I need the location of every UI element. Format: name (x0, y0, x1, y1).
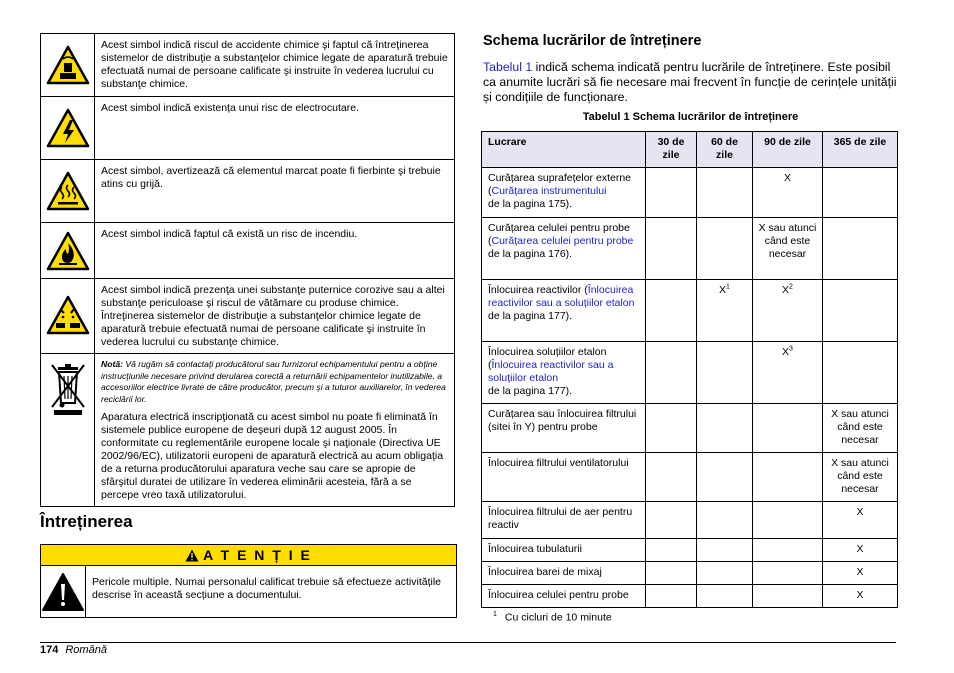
footnote-ref: 3 (789, 345, 793, 353)
interval-cell (753, 453, 823, 502)
interval-cell (697, 168, 753, 218)
chemical-hazard-icon (46, 45, 90, 85)
interval-cell (646, 453, 697, 502)
interval-cell (646, 539, 697, 562)
interval-cell (697, 585, 753, 608)
symbol-description: Acest simbol indică riscul de accidente chimice şi faptul că întreţinerea sistemelor de distribuţie a substanţelor chimice legate de aparatură trebuie efectuată numai de persoane calificate şi instruite în vederea lucrului cu substanţe chimice. (95, 34, 455, 97)
interval-cell (697, 404, 753, 453)
maintenance-schedule-table (481, 131, 898, 608)
maintenance-intro: Tabelul 1 indică schema indicată pentru lucrările de întreținere. Este posibil ca anumite lucrări să fie necesare mai frecvent în funcție de cerințele unității și condițiile de funcționare. (483, 60, 897, 104)
table-row (482, 168, 898, 218)
task-cell: Curățarea celulei pentru probe (Curățarea celulei pentru probe de la pagina 176). (482, 218, 646, 280)
hazard-symbols-table (40, 33, 455, 507)
interval-cell (646, 342, 697, 404)
symbol-description: Acest simbol indică existența unui risc de electrocutare. (95, 97, 455, 160)
column-header: Lucrare (482, 132, 646, 168)
table-row (482, 404, 898, 453)
interval-cell (697, 342, 753, 404)
warning-header (41, 545, 456, 566)
task-cell: Curățarea sau înlocuirea filtrului (sitei în Y) pentru probe (482, 404, 646, 453)
interval-cell (697, 539, 753, 562)
interval-cell: $X^3$ (753, 342, 823, 404)
section-title: Întreținerea (40, 512, 133, 531)
interval-cell (753, 562, 823, 585)
interval-cell (823, 168, 898, 218)
cross-reference-link[interactable]: Curățarea instrumentului (491, 185, 607, 197)
symbol-description: Acest simbol indică faptul că există un risc de incendiu. (95, 223, 455, 279)
task-cell: Înlocuirea tubulaturii (482, 539, 646, 562)
footnote-ref: 1 (726, 283, 730, 291)
interval-cell: $X^1$ (697, 280, 753, 342)
page-number: 174 (40, 644, 59, 656)
footnote-ref: 2 (789, 283, 793, 291)
symbol-description: Acest simbol indică prezenţa unei substanţe puternice corozive sau a altei substanţe periculoase şi riscul de vătămare cu produse chimice. Întreţinerea sistemelor de distribuţie a substanţelor chimice legate de aparatură trebuie efectuată numai de persoane calificate şi instruite în vederea lucrului cu substanţe chimice. (95, 279, 455, 354)
interval-cell: $X^2$ (753, 280, 823, 342)
footnote: $^1$ Cu cicluri de 10 minute (493, 611, 612, 624)
cross-reference-link[interactable]: Înlocuirea reactivilor sau a soluțiilor etalon (488, 359, 614, 384)
table-row (482, 585, 898, 608)
table-row (482, 562, 898, 585)
interval-cell (646, 168, 697, 218)
maintenance-heading: Schema lucrărilor de întreținere (483, 33, 702, 49)
column-header: 90 de zile (753, 132, 823, 168)
column-header: 60 de zile (697, 132, 753, 168)
task-cell: Înlocuirea celulei pentru probe (482, 585, 646, 608)
interval-cell (646, 404, 697, 453)
warning-title: A T E N Ț I E (203, 547, 312, 563)
symbol-description: Aparatura electrică inscripţionată cu acest simbol nu poate fi eliminată în sistemele publice europene de deşeuri după 12 august 2005. În conformitate cu reglementările europene locale şi naţionale (Directiva UE 2002/96/EC), utilizatorii europeni de aparatură electrică au acum obligaţia de a returna producătorului aparatura veche sau care se apropie de sfârşitul duratei de utilizare în vederea eliminării acesteia, fără a se percepe vreo taxă utilizatorului. (101, 411, 444, 501)
task-cell: Înlocuirea reactivilor (Înlocuirea reactivilor sau a soluțiilor etalon de la pagina 177). (482, 280, 646, 342)
interval-cell: X (823, 585, 898, 608)
interval-cell: X (823, 539, 898, 562)
footer-divider (40, 642, 896, 643)
page-footer (40, 644, 107, 656)
hot-surface-icon (46, 171, 90, 211)
table-row (482, 218, 898, 280)
interval-cell (697, 218, 753, 280)
column-header: 365 de zile (823, 132, 898, 168)
task-cell: Curățarea suprafețelor externe (Curățarea instrumentului de la pagina 175). (482, 168, 646, 218)
crossed-bin-icon (48, 359, 88, 417)
interval-cell (753, 539, 823, 562)
task-cell: Înlocuirea filtrului ventilatorului (482, 453, 646, 502)
table-row (482, 539, 898, 562)
table-caption: Tabelul 1 Schema lucrărilor de întreținere (582, 111, 799, 123)
cross-reference-link[interactable]: Înlocuirea reactivilor sau a soluțiilor etalon (488, 284, 635, 309)
corrosive-hazard-icon (46, 295, 90, 335)
interval-cell (697, 502, 753, 539)
exclamation-icon (41, 572, 85, 612)
interval-cell (823, 342, 898, 404)
symbol-description: Acest simbol, avertizează că elementul marcat poate fi fierbinte şi trebuie atins cu grijă. (95, 160, 455, 223)
interval-cell (646, 562, 697, 585)
table-1-link[interactable]: Tabelul 1 (483, 60, 533, 74)
footer-language: Română (65, 644, 107, 656)
table-row (482, 453, 898, 502)
interval-cell (697, 453, 753, 502)
interval-cell (753, 502, 823, 539)
interval-cell (646, 585, 697, 608)
interval-cell (753, 404, 823, 453)
interval-cell (823, 280, 898, 342)
interval-cell (697, 562, 753, 585)
task-cell: Înlocuirea barei de mixaj (482, 562, 646, 585)
table-row (482, 502, 898, 539)
warning-box (40, 544, 457, 618)
interval-cell (646, 218, 697, 280)
interval-cell (823, 218, 898, 280)
interval-cell: X sau atunci când este necesar (823, 404, 898, 453)
column-header: 30 de zile (646, 132, 697, 168)
interval-cell: X (823, 502, 898, 539)
task-cell: Înlocuirea filtrului de aer pentru reactiv (482, 502, 646, 539)
interval-cell (753, 585, 823, 608)
table-row (482, 342, 898, 404)
warning-text: Pericole multiple. Numai personalul calificat trebuie să efectueze activitățile descrise în această secțiune a documentului. (92, 576, 442, 601)
recycling-note: Notă: Vă rugăm să contactaţi producătorul sau furnizorul echipamentului pentru a obţine instrucţiunile necesare privind derularea corectă a returnării echipamentelor inutilizabile, a accesoriilor electrice livrate de către producător, precum şi a tuturor auxiliarelor, în vederea reciclării lor. (101, 359, 446, 404)
table-row (482, 280, 898, 342)
interval-cell (646, 280, 697, 342)
fire-hazard-icon (46, 231, 90, 271)
interval-cell: X (753, 168, 823, 218)
interval-cell: X sau atunci când este necesar (823, 453, 898, 502)
interval-cell: X sau atunci când este necesar (753, 218, 823, 280)
interval-cell (646, 502, 697, 539)
cross-reference-link[interactable]: Curățarea celulei pentru probe (491, 235, 634, 247)
interval-cell: X (823, 562, 898, 585)
task-cell: Înlocuirea soluțiilor etalon (Înlocuirea reactivilor sau a soluțiilor etalon de la pagina 177). (482, 342, 646, 404)
electrical-hazard-icon (46, 108, 90, 148)
warning-triangle-icon (185, 549, 199, 562)
